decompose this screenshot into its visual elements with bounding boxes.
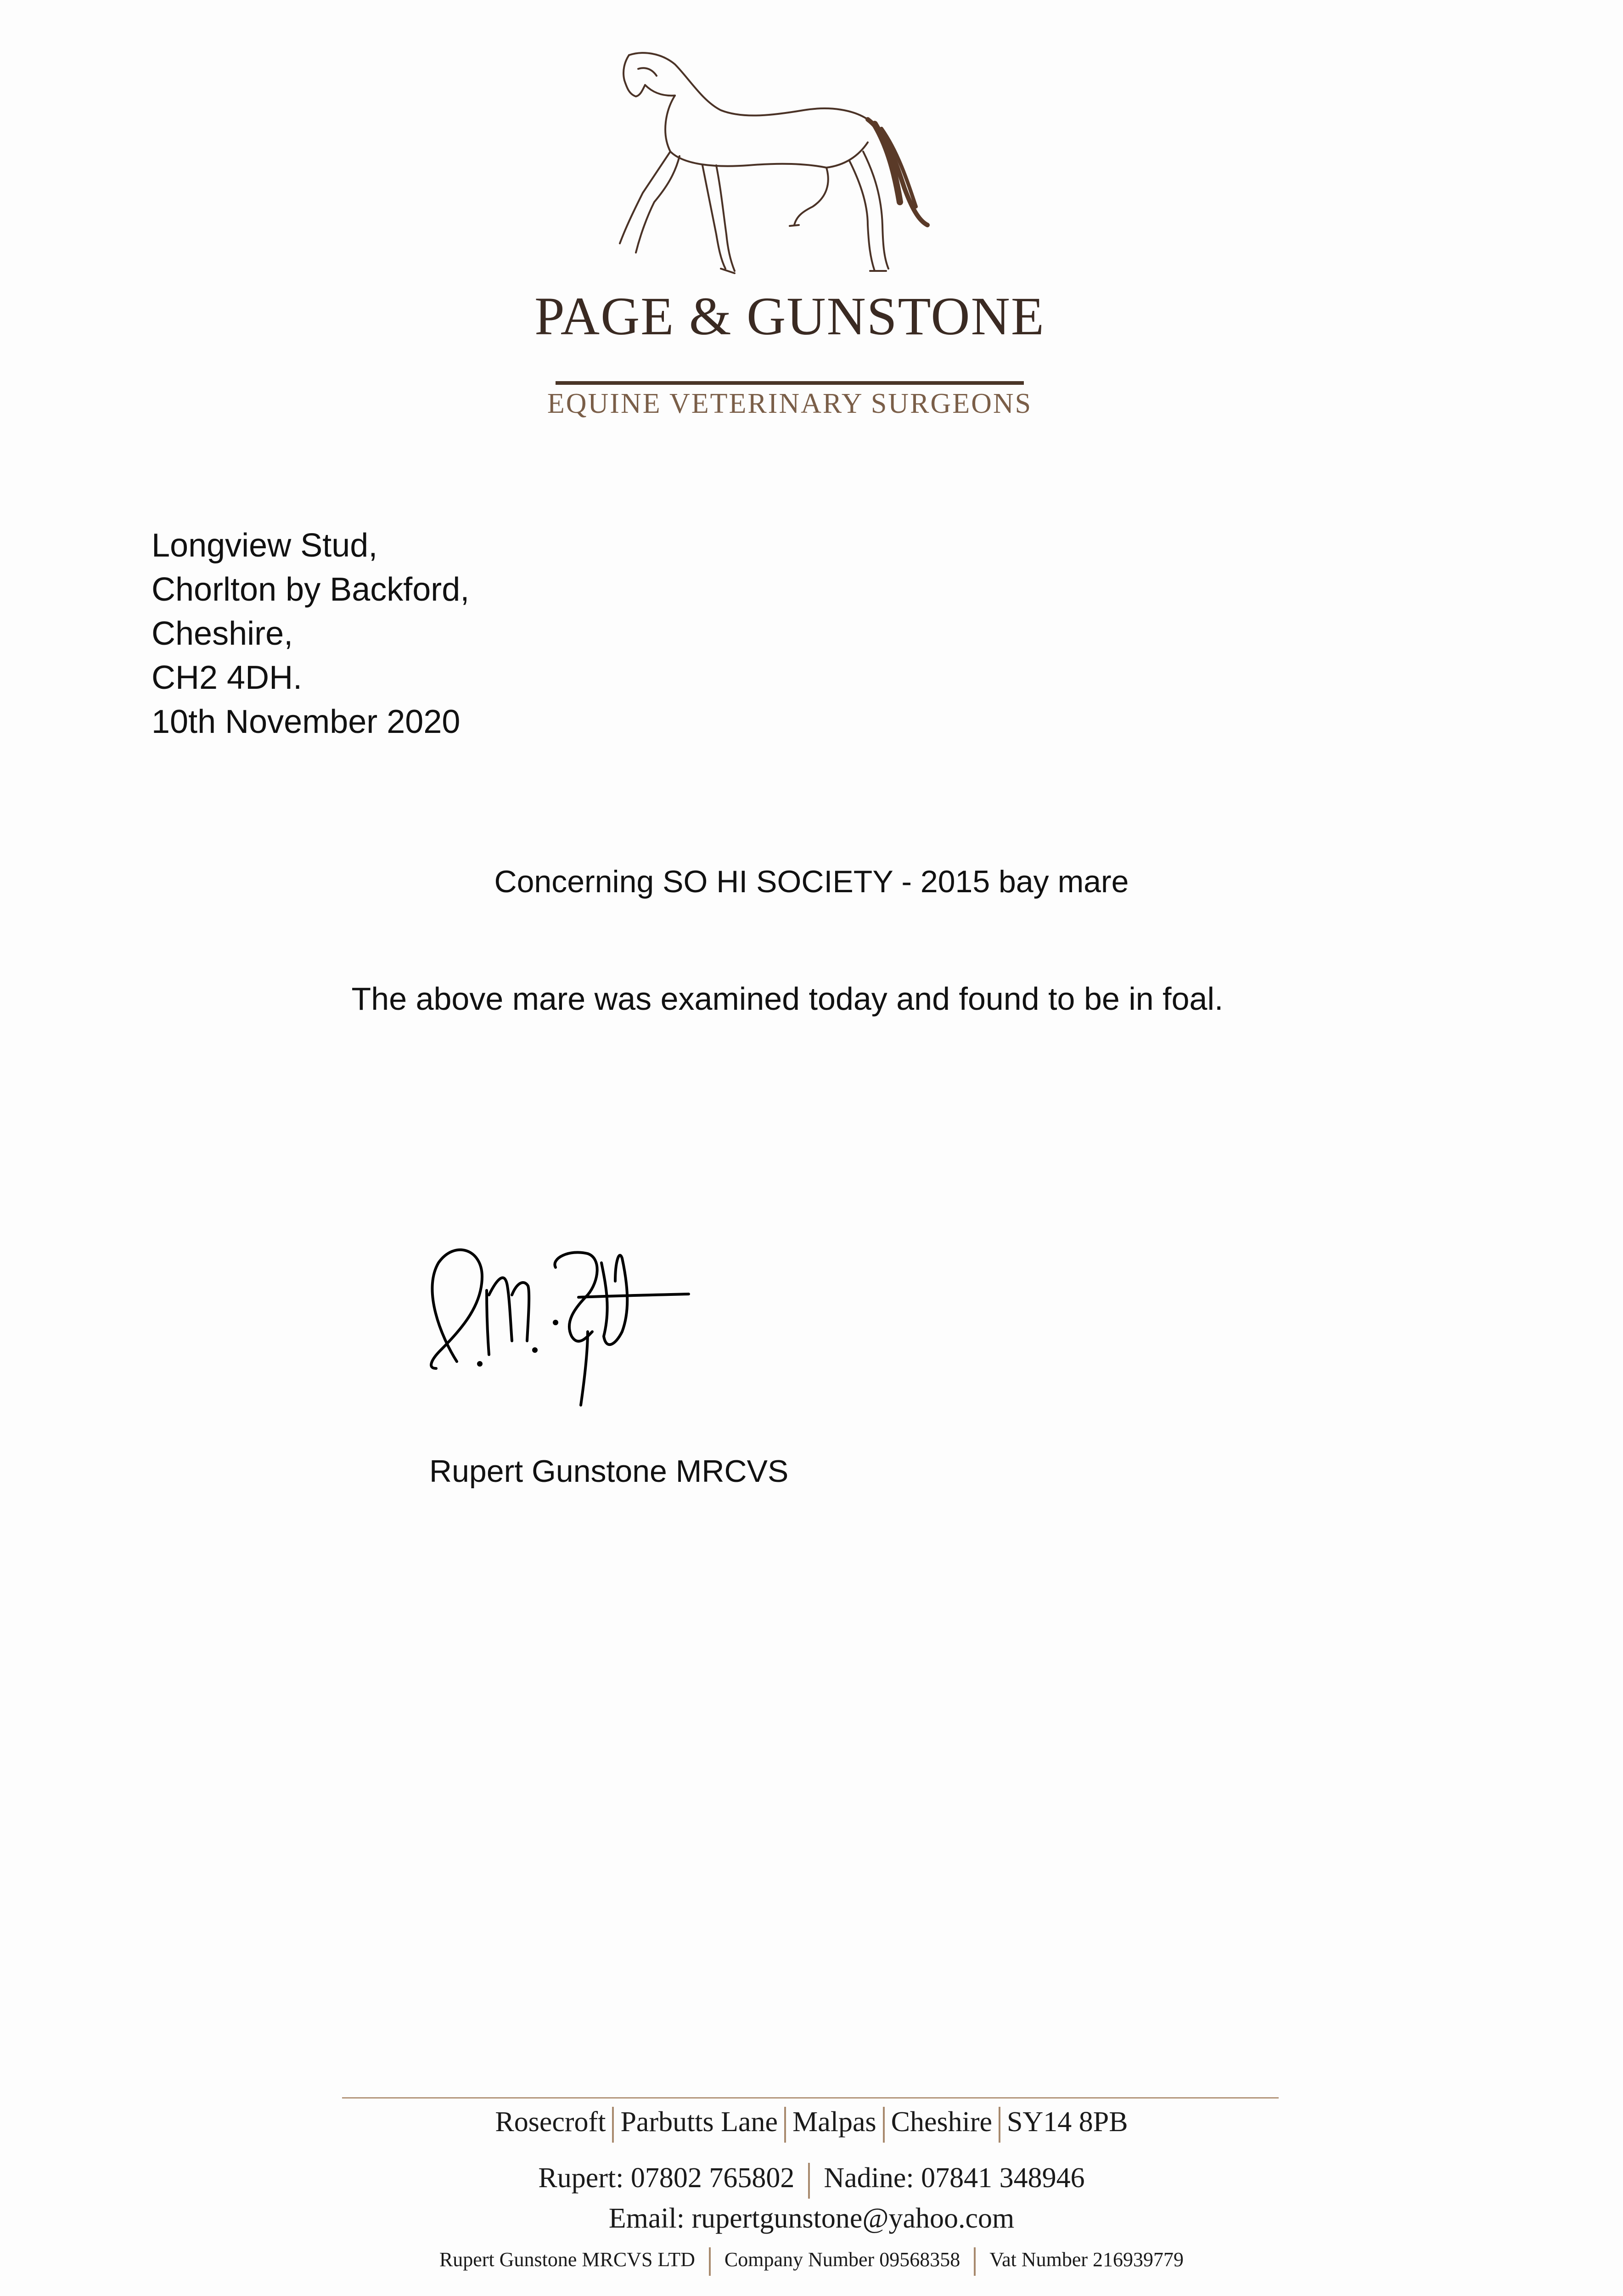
footer-separator	[999, 2107, 1000, 2143]
footer-email: Email: rupertgunstone@yahoo.com	[608, 2203, 1015, 2234]
footer-separator	[883, 2107, 885, 2143]
address-line: Cheshire,	[152, 615, 293, 652]
signatory-name: Rupert Gunstone MRCVS	[429, 1454, 789, 1489]
footer-company-part: Rupert Gunstone MRCVS LTD	[439, 2248, 695, 2271]
footer-separator	[808, 2163, 810, 2199]
footer-separator	[612, 2107, 614, 2143]
footer-phone: Rupert: 07802 765802	[538, 2162, 795, 2194]
footer-address	[0, 2107, 1623, 2143]
signature-image	[413, 1231, 735, 1414]
footer-address-part: Cheshire	[891, 2106, 992, 2138]
footer-phone: Nadine: 07841 348946	[824, 2162, 1085, 2194]
address-line: CH2 4DH.	[152, 659, 303, 696]
letter-subject: Concerning SO HI SOCIETY - 2015 bay mare	[494, 864, 1129, 899]
brand-divider	[556, 381, 1024, 385]
footer-company-part: Vat Number 216939779	[989, 2248, 1184, 2271]
address-line: Longview Stud,	[152, 527, 378, 564]
footer-separator	[784, 2107, 786, 2143]
recipient-address	[152, 523, 469, 744]
footer-separator	[974, 2247, 976, 2276]
letter-body: The above mare was examined today and found to be in foal.	[351, 981, 1224, 1017]
letter-date: 10th November 2020	[152, 703, 461, 740]
footer-address-part: Rosecroft	[495, 2106, 606, 2138]
brand-name: PAGE & GUNSTONE	[534, 286, 1045, 346]
footer-address-part: SY14 8PB	[1007, 2106, 1128, 2138]
footer-company-part: Company Number 09568358	[724, 2248, 960, 2271]
brand-subtitle: EQUINE VETERINARY SURGEONS	[547, 388, 1033, 419]
footer-divider	[342, 2097, 1279, 2099]
horse-logo-icon	[611, 41, 932, 298]
address-line: Chorlton by Backford,	[152, 571, 470, 608]
footer-company	[0, 2247, 1623, 2276]
footer-address-part: Parbutts Lane	[620, 2106, 778, 2138]
footer-phones	[0, 2163, 1623, 2199]
footer-address-part: Malpas	[792, 2106, 876, 2138]
letterhead-logo	[528, 41, 1051, 419]
footer-separator	[709, 2247, 711, 2276]
